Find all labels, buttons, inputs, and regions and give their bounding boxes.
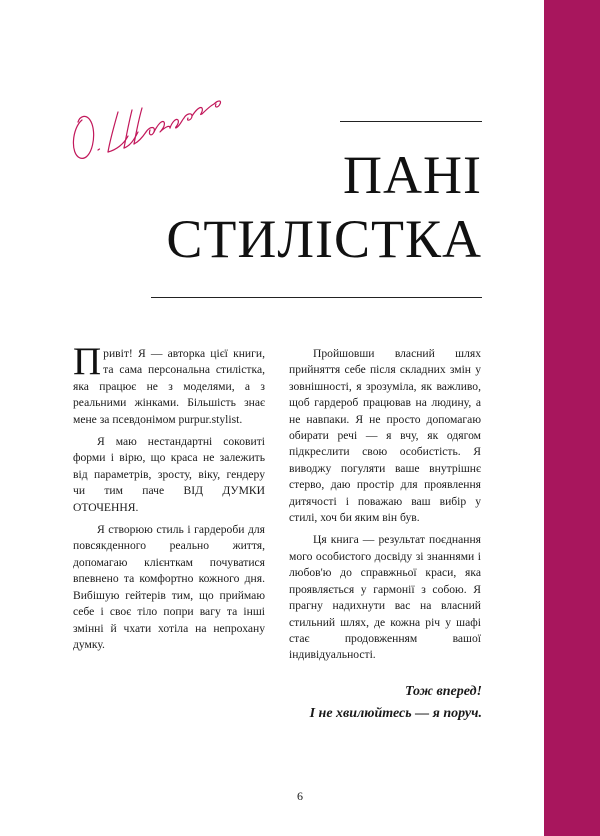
title-line-2: СТИЛІСТКА xyxy=(166,209,482,269)
drop-cap: П xyxy=(73,340,102,383)
body-paragraph: Я створюю стиль і гардероби для повсякденного реально життя, допомагаю клієнткам почуватися впевнено та комфортно кожного дня. Вибішую гейтерів тим, що приймаю себе і своє тіло попри вагу та інші змінні й чхати хотіла на непрохану думку. xyxy=(73,523,265,651)
closing-quote xyxy=(310,681,482,725)
title-line-1: ПАНІ xyxy=(343,145,482,205)
page-number: 6 xyxy=(297,789,303,803)
body-paragraph: Ця книга — результат поєднання мого особистого досвіду зі знаннями і любов'ю до справжньої краси, яка проявляється у гармонії з собою. Я прагну надихнути вас на власний стильний шлях, де кожна річ у шафі стає продовженням вашої індивідуальності. xyxy=(289,533,481,662)
page-title xyxy=(166,143,482,271)
accent-sidebar xyxy=(544,0,600,836)
body-paragraph: Пройшовши власний шлях прийняття себе після складних змін у зовнішності, я зрозуміла, як важливо, щоб гардероб працював на людину, а не навпаки. Я не просто допомагаю обирати речі — я вчу, як одягом підкреслити свою особистість. Я виводжу погуляти ваше внутрішнє стерво, даю простір для проявлення дитячості і поважаю ваш вибір у стилі, хоч би яким він був. xyxy=(289,347,481,525)
title-top-rule xyxy=(340,121,482,122)
title-bottom-rule xyxy=(151,297,482,298)
left-column xyxy=(73,340,265,659)
intro-paragraph-text: ривіт! Я — авторка цієї книги, та сама персональна стилістка, яка працює не з моделями, а з реальними жінками. Більшість знає мене за псевдонімом purpur.stylist. xyxy=(73,347,265,426)
closing-line-1: Тож вперед! xyxy=(404,684,482,699)
body-paragraph: Я маю нестандартні соковиті форми і вірю, що краса не залежить від параметрів, зросту, віку, гендеру чи тим паче ВІД ДУМКИ ОТОЧЕННЯ. xyxy=(73,435,265,514)
right-column xyxy=(289,346,481,670)
closing-line-2: І не хвилюйтесь — я поруч. xyxy=(309,706,482,721)
intro-paragraph xyxy=(73,340,265,428)
